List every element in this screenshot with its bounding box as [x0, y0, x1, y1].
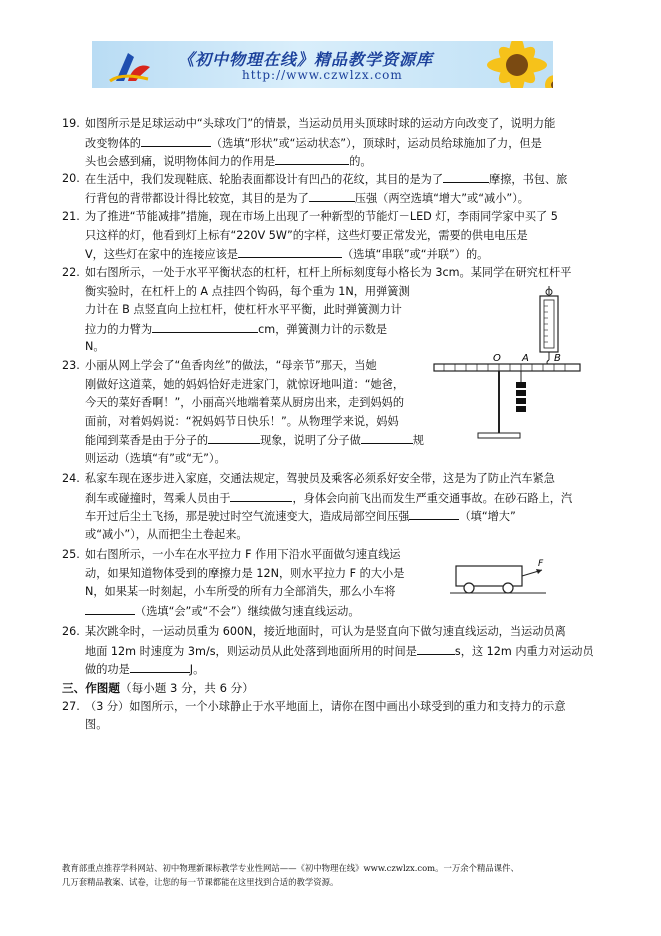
- question-line: [85, 283, 410, 301]
- question-line: [85, 431, 424, 450]
- section-heading: [62, 680, 254, 696]
- question-text: 刹车或碰撞时，驾乘人员由于: [85, 491, 231, 505]
- question-text: N，如果某一时刻起，小车所受的所有力全部消失，那么小车将: [85, 585, 396, 599]
- hook-weights-icon: [516, 382, 526, 412]
- question-line: [85, 507, 516, 526]
- question-text: cm，弹簧测力计的示数是: [258, 322, 388, 336]
- label-f: F: [538, 559, 544, 569]
- footer-line: 教育部重点推荐学科网站、初中物理新课标教学专业性网站——《初中物理在线》www.czwlzx.com。一万余个精品课件、: [62, 863, 519, 873]
- question-text: 在生活中，我们发现鞋底、轮胎表面都设计有凹凸的花纹，其目的是为了: [85, 173, 444, 186]
- question-text: 力计在 B 点竖直向上拉杠杆，使杠杆水平平衡，此时弹簧测力计: [85, 303, 402, 317]
- answer-blank[interactable]: [309, 189, 355, 202]
- question-text: 头也会感到痛，说明物体间力的作用是: [85, 155, 276, 169]
- question-line: [85, 450, 226, 468]
- question-line: 图。: [85, 718, 108, 731]
- answer-blank[interactable]: [152, 320, 258, 333]
- question-line: [85, 470, 555, 488]
- site-logo-icon: [102, 45, 160, 85]
- question-text: N。: [85, 340, 105, 354]
- question-text: 刚做好这道菜，她的妈妈恰好走进家门，就惊讶地叫道：“她爸，: [85, 377, 405, 391]
- question-line: （3 分）如图所示，一个小球静止于水平地面上，请你在图中画出小球受到的重力和支持力的示意: [85, 700, 566, 713]
- question-text: 压强（两空选填“增大”或“减小”）。: [354, 191, 529, 205]
- question-text: 小丽从网上学会了“鱼香肉丝”的做法，“母亲节”那天，当她: [85, 359, 377, 372]
- cart-wheel-icon: [464, 583, 474, 593]
- answer-blank[interactable]: [361, 431, 413, 444]
- question-number: 26.: [62, 625, 80, 638]
- page-footer: [62, 861, 519, 889]
- section-subtitle: （每小题 3 分，共 6 分）: [119, 681, 254, 695]
- question-text: 车开过后尘土飞扬，那是驶过时空气流速变大，造成局部空间压强: [85, 510, 410, 524]
- question-text: J。: [189, 663, 205, 677]
- question-text: 现象，说明了分子做: [260, 434, 361, 448]
- question-line: [85, 623, 566, 641]
- question-number: 24.: [62, 472, 80, 485]
- question-text: 行背包的背带都设计得比较宽，其目的是为了: [85, 191, 309, 205]
- question-text: 地面 12m 时速度为 3m/s，则运动员从此处落到地面所用的时间是: [85, 644, 417, 658]
- question-text: 或“减小”），从而把尘土卷起来。: [85, 527, 248, 541]
- question-number: 19.: [62, 117, 80, 130]
- footer-line: 几万套精品教案、试卷，让您的每一节课都能在这里找到合适的教学资源。: [62, 877, 339, 887]
- answer-blank[interactable]: [417, 642, 455, 655]
- question-line: [85, 376, 404, 394]
- question-line: [85, 413, 399, 431]
- question-text: 衡实验时，在杠杆上的 A 点挂四个钩码，每个重为 1N，用弹簧测: [85, 284, 410, 298]
- question-number: 25.: [62, 548, 80, 561]
- question-number: 22.: [62, 266, 80, 279]
- banner-url[interactable]: http://www.czwlzx.com: [242, 68, 403, 82]
- question-line: [85, 320, 387, 339]
- cart-wheel-icon: [503, 583, 513, 593]
- question-text: 如右图所示，一处于水平平衡状态的杠杆，杠杆上所标刻度每小格长为 3cm。某同学在研究杠杆平: [85, 266, 572, 279]
- banner-title: 《初中物理在线》精品教学资源库: [178, 50, 434, 69]
- question-line: [85, 245, 488, 264]
- question-line: [85, 264, 571, 282]
- question-line: [85, 115, 555, 133]
- question-line: [85, 208, 558, 226]
- question-text: 如右图所示，一小车在水平拉力 F 作用下沿水平面做匀速直线运: [85, 548, 401, 561]
- answer-blank[interactable]: [208, 431, 260, 444]
- question-text: 某次跳伞时，一运动员重为 600N，接近地面时，可认为是竖直向下做匀速直线运动，当运动员离: [85, 625, 566, 638]
- question-text: 做的功是: [85, 663, 130, 677]
- question-text: 面前，对着妈妈说：“祝妈妈节日快乐！”。从物理学来说，妈妈: [85, 414, 399, 428]
- label-b: B: [554, 353, 561, 364]
- question-number: 21.: [62, 210, 80, 223]
- question-text: （填“增大”: [459, 510, 516, 524]
- question-number: 23.: [62, 359, 80, 372]
- answer-blank[interactable]: [85, 602, 135, 615]
- question-text: 则运动（选填“有”或“无”）。: [85, 452, 226, 465]
- question-text: 为了推进“节能减排”措施，现在市场上出现了一种新型的节能灯－LED 灯，李雨同学家中买了 5: [85, 210, 558, 223]
- label-a: A: [522, 353, 529, 364]
- question-line: [85, 152, 372, 171]
- question-text: 动，如果知道物体受到的摩擦力是 12N，则水平拉力 F 的大小是: [85, 566, 405, 580]
- answer-blank[interactable]: [141, 134, 211, 147]
- question-text: 能闻到菜香是由于分子的: [85, 434, 209, 448]
- question-text: 拉力的力臂为: [85, 322, 153, 336]
- answer-blank[interactable]: [230, 489, 292, 502]
- question-line: [85, 602, 360, 621]
- question-text: 摩擦，书包、旅: [489, 173, 568, 186]
- sunflower-image: [465, 41, 553, 88]
- question-text: （选填“串联”或“并联”）的。: [342, 248, 489, 262]
- answer-blank[interactable]: [275, 152, 349, 165]
- cart-body: [456, 566, 522, 586]
- answer-blank[interactable]: [443, 170, 489, 183]
- question-line: [85, 394, 404, 412]
- question-line: [85, 189, 529, 208]
- question-line: [85, 565, 404, 583]
- question-text: 改变物体的: [85, 136, 141, 150]
- question-line: [85, 489, 572, 508]
- question-text: s，这 12m 内重力对运动员: [454, 644, 594, 658]
- question-text: （选填“会”或“不会”）继续做匀速直线运动。: [135, 604, 360, 618]
- question-text: 只这样的灯，他看到灯上标有“220V 5W”的字样，这些灯要正常发光，需要的供电电压是: [85, 228, 528, 242]
- cart-figure: [450, 558, 550, 598]
- question-text: 今天的菜好香啊！”，小丽高兴地端着菜从厨房出来，走到妈妈的: [85, 396, 405, 410]
- question-line: [85, 546, 401, 564]
- question-text: 规: [412, 434, 424, 448]
- lever-bar: [434, 364, 580, 371]
- lever-figure: [428, 286, 586, 442]
- section-title: 三、作图题: [62, 681, 120, 695]
- answer-blank[interactable]: [238, 245, 342, 258]
- label-o: O: [493, 353, 501, 364]
- question-line: [85, 583, 395, 601]
- question-line: [85, 338, 105, 356]
- question-line: [85, 526, 248, 544]
- question-line: [85, 301, 402, 319]
- question-line: [85, 660, 204, 679]
- question-number: 27.: [62, 700, 80, 713]
- question-line: [85, 642, 594, 661]
- header-banner: [92, 41, 553, 88]
- question-text: 如图所示是足球运动中“头球攻门”的情景，当运动员用头顶球时球的运动方向改变了，说明力能: [85, 117, 556, 130]
- question-line: [85, 357, 377, 375]
- question-line: [85, 134, 542, 153]
- question-text: V，这些灯在家中的连接应该是: [85, 248, 239, 262]
- question-text: 的。: [349, 155, 372, 169]
- answer-blank[interactable]: [130, 660, 190, 673]
- question-line: [85, 170, 567, 189]
- question-text: ，身体会向前飞出而发生严重交通事故。在砂石路上，汽: [292, 491, 573, 505]
- question-text: （选填“形状”或“运动状态”），顶球时，运动员给球施加了力，但是: [210, 136, 542, 150]
- question-line: [85, 227, 528, 245]
- question-text: 私家车现在逐步进入家庭，交通法规定，驾驶员及乘客必须系好安全带，这是为了防止汽车紧急: [85, 472, 555, 485]
- question-number: 20.: [62, 172, 80, 185]
- answer-blank[interactable]: [409, 507, 459, 520]
